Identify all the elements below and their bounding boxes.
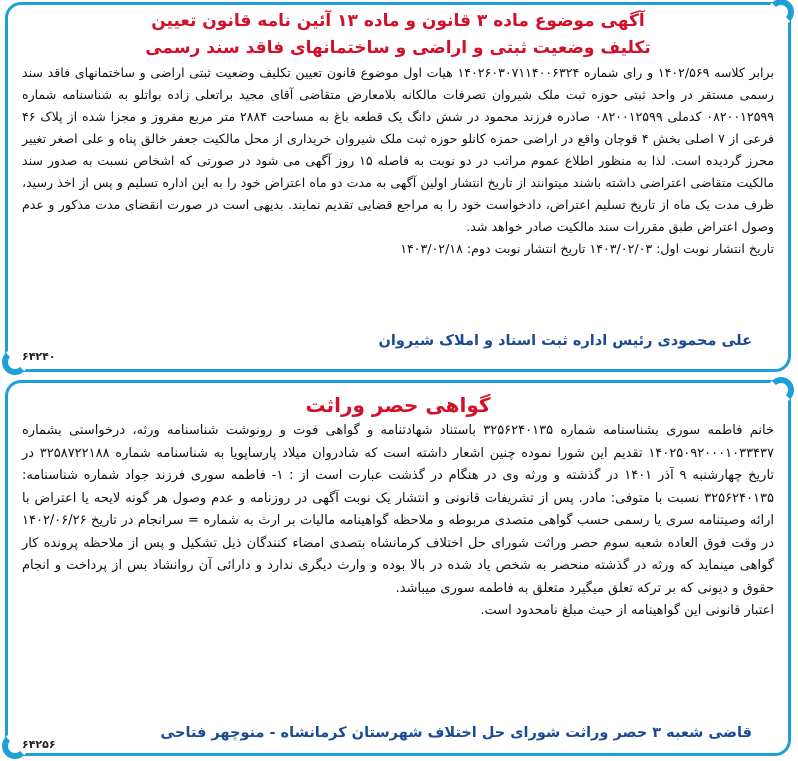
notice-body	[8, 418, 788, 623]
notice-title-line1: آگهی موضوع ماده ۳ قانون و ماده ۱۳ آئین نامه قانون تعیین	[151, 11, 645, 31]
notice-land-registration	[5, 2, 791, 372]
notice-signature: قاضی شعبه ۳ حصر وراثت شورای حل اختلاف شهرستان کرمانشاه - منوچهر فتاحی	[160, 725, 752, 741]
notice-title-line2: تکلیف وضعیت ثبتی و اراضی و ساختمانهای فاقد سند رسمی	[145, 38, 651, 59]
notice-signature: علی محمودی رئیس اداره ثبت اسناد و املاک شیروان	[378, 333, 752, 349]
notice-inheritance-certificate	[5, 380, 791, 756]
notice-body-text: برابر کلاسه ۱۴۰۲/۵۶۹ و رای شماره ۱۴۰۲۶۰۳۰۷۱۱۴۰۰۶۳۲۴ هیات اول موضوع قانون تعیین تکلیف وضعیت ثبتی اراضی و ساختمانهای فاقد سند رسمی مستقر در واحد ثبتی حوزه ثبت ملک شیروان تصرفات مالکانه بلامعارض متقاضی آقای مجید براتعلی زاده بواتلو به شناسنامه شماره ۰۸۲۰۰۱۲۵۹۹ کدملی ۰۸۲۰۰۱۲۵۹۹ صادره فرزند محمود در شش دانگ یک قطعه باغ به مساحت ۲۸۸۴ متر مربع مفروز و مجزا شده از پلاک ۴۶ فرعی از ۷ اصلی بخش ۴ قوچان واقع در اراضی حمزه کانلو حوزه ثبت ملک شیروان خریداری از محل مالکیت جعفر خالق پناه و علی اصغر تغییر محرز گردیده است. لذا به منظور اطلاع عموم مراتب در دو نوبت به فاصله ۱۵ روز آگهی می شود در صورتی که اشخاص نسبت به صدور سند مالکیت متقاضی اعتراضی داشته باشند میتوانند از تاریخ انتشار اولین آگهی به مدت دو ماه اعتراض خود را به این اداره تسلیم و پس از اخذ رسید، ظرف مدت یک ماه از تاریخ تسلیم اعتراض، دادخواست خود را به مراجع قضایی تقدیم نمایند. بدیهی است در صورت انقضای مدت مذکور و عدم وصول اعتراض طبق مقررات سند مالکیت صادر خواهد شد.	[22, 64, 775, 234]
notice-code: ۶۴۲۵۶	[22, 738, 56, 751]
notice-body	[8, 60, 788, 260]
validity-note: اعتبار قانونی این گواهینامه از حیث مبلغ نامحدود است.	[480, 603, 774, 618]
publication-dates: تاریخ انتشار نوبت اول: ۱۴۰۳/۰۲/۰۳ تاریخ انتشار نوبت دوم: ۱۴۰۳/۰۲/۱۸	[400, 240, 774, 256]
notice-title: گواهی حصر وراثت	[305, 393, 491, 417]
corner-curl-decoration	[768, 377, 794, 403]
notice-body-text: خانم فاطمه سوری بشناسنامه شماره ۳۲۵۶۲۴۰۱۳۵ باستناد شهادتنامه و گواهی فوت و رونوشت شناسنامه ورثه، درخواستی بشماره ۱۴۰۲۵۰۹۲۰۰۰۱۰۳۳۴۳۷ تقدیم این شورا نموده چنین اشعار داشته است که شادروان میلاد پارساپویا به شناسنامه شماره ۳۲۵۸۷۲۲۱۸۸ در تاریخ چهارشنبه ۹ آذر ۱۴۰۱ در گذشته و ورثه وی در هنگام در گذشت عبارت است از : ۱- فاطمه سوری فرزند جواد شماره شناسنامه: ۳۲۵۶۲۴۰۱۳۵ نسبت با متوفی: مادر. پس از تشریفات قانونی و انتشار یک نوبت آگهی در روزنامه و عدم وصول هر گونه لایحه یا اعتراض با ارائه وصیتنامه سری یا رسمی حسب گواهی متصدی مربوطه و ملاحظه گواهینامه مالیات بر ارث به شماره = سرانجام در تاریخ ۱۴۰۲/۰۶/۲۶ در وقت فوق العاده شعبه سوم حصر وراثت شورای حل اختلاف کرمانشاه بتصدی امضاء کنندگان ذیل تشکیل و پس از ملاحظه پرونده کار گواهی مینماید که ورثه در گذشته منحصر به شخص یاد شده در بالا بوده و وارث دیگری ندارد و دارائی آن روانشاد بس از پرداخت و انجام حقوق و دیونی که بر ترکه تعلق میگیرد متعلق به فاطمه سوری میباشد.	[22, 423, 775, 596]
corner-curl-decoration	[768, 0, 794, 25]
notice-code: ۶۴۲۴۰	[22, 350, 56, 363]
